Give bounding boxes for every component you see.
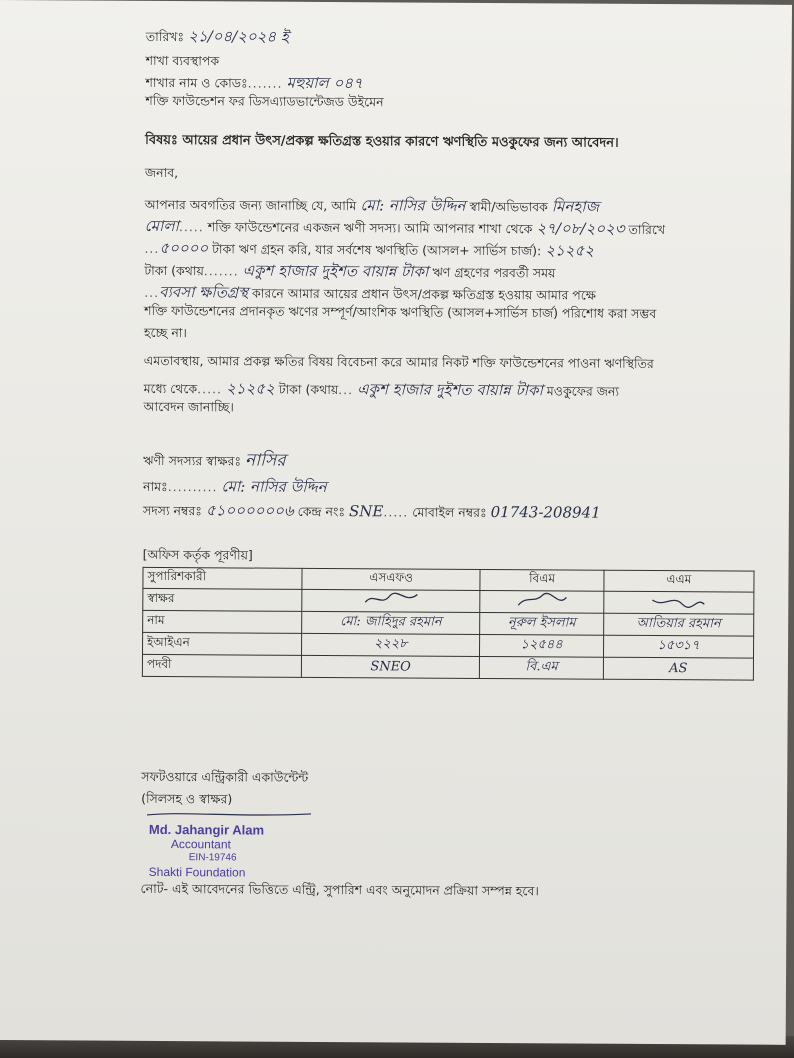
stamp-ein: EIN-19746: [188, 852, 237, 864]
waiver-amount-words: একুশ হাজার দুইশত বায়ান্ন টাকা: [357, 380, 543, 400]
table-cell: স্বাক্ষর: [143, 588, 302, 611]
center-number: SNE: [349, 502, 384, 521]
body-text: কারনে আমার আয়ের প্রধান উৎস/প্রকল্প ক্ষতিগ্রস্ত হওয়ায় আমার পক্ষে: [252, 285, 597, 303]
loan-amount: ৫০০০০: [159, 238, 209, 258]
body-text: মওকুফের জন্য: [546, 383, 620, 399]
outstanding-amount: ২১২৫২: [545, 241, 595, 260]
body-line-2: মোলা..... শক্তি ফাউন্ডেশনের একজন ঋণী সদস্য। আমি আপনার শাখা থেকে ২৭/০৮/২০২৩ তারিখে: [144, 216, 666, 238]
table-cell: ১৫৩১৭: [603, 635, 753, 658]
table-cell: ইআইএন: [143, 632, 302, 655]
table-cell: SNEO: [301, 655, 479, 678]
salutation: জনাব,: [144, 164, 179, 181]
table-cell: মো: জাহিদুর রহমান: [302, 611, 480, 634]
table-cell: এসএফও: [302, 568, 480, 590]
addressee: শাখা ব্যবস্থাপক: [145, 52, 220, 69]
table-row: [142, 654, 753, 680]
table-cell: এএম: [604, 570, 754, 592]
table-cell: ১২৫৪৪: [480, 634, 604, 657]
table-cell: বি.এম: [480, 656, 604, 679]
body-text: টাকা (কথায়: [278, 381, 339, 398]
accountant-signature-line: [145, 807, 315, 820]
body-line-5: ...ব্যবসা ক্ষতিগ্রস্থ কারনে আমার আয়ের প্রধান উৎস/প্রকল্প ক্ষতিগ্রস্ত হওয়ায় আমার পক্ষে: [144, 282, 597, 303]
body-line-6: শক্তি ফাউন্ডেশনের প্রদানকৃত ঋণের সম্পূর্ণ/আংশিক ঋণস্থিতি (আসল+সার্ভিস চার্জ) পরিশোধ করা সম্ভব: [144, 302, 657, 322]
branch-label: শাখার নাম ও কোডঃ: [145, 74, 248, 91]
footer-note: নোট- এই আবেদনের ভিত্তিতে এন্ট্রি, সুপারিশ এবং অনুমোদন প্রক্রিয়া সম্পন্ন হবে।: [140, 880, 539, 899]
waiver-amount: ২১২৫২: [225, 379, 275, 398]
branch-value: মহুয়াল ০৪৭: [286, 73, 363, 93]
amount-in-words: একুশ হাজার দুইশত বায়ান্ন টাকা: [242, 261, 429, 281]
member-id: ৫১০০০০০০৬: [205, 501, 294, 520]
body-text: টাকা (কথায়: [144, 262, 204, 279]
subject-line: বিষয়ঃ আয়ের প্রধান উৎস/প্রকল্প ক্ষতিগ্রস্ত হওয়ার কারণে ঋণস্থিতি মওকুফের জন্য আবেদন।: [145, 132, 619, 151]
signature-scribble: [480, 590, 604, 613]
signature-scribble: [302, 589, 480, 612]
accountant-label: সফটওয়ারে এন্ট্রিকারী একাউন্টেন্ট: [141, 768, 309, 785]
table-cell: পদবী: [142, 654, 301, 677]
loan-date: ২৭/০৮/২০২৩: [536, 219, 625, 238]
mobile-number: 01743-208941: [490, 503, 601, 522]
body-line-9: মধ্যে থেকে..... ২১২৫২ টাকা (কথায়... একুশ হাজার দুইশত বায়ান্ন টাকা মওকুফের জন্য: [143, 379, 620, 400]
body-text: তারিখে: [628, 221, 666, 238]
table-cell: নূরুল ইসলাম: [480, 612, 604, 635]
date-label: তারিখঃ: [145, 28, 185, 45]
body-text: আপনার অবগতির জন্য জানাচ্ছি যে, আমি: [144, 196, 357, 214]
member-name-line: নামঃ.......... মো: নাসির উদ্দিন: [142, 477, 327, 497]
accountant-stamp: [149, 823, 264, 880]
loss-reason: ব্যবসা ক্ষতিগ্রস্থ: [159, 282, 249, 302]
body-text: মধ্যে থেকে: [143, 380, 198, 397]
body-line-10: আবেদন জানাচ্ছি।: [143, 398, 234, 415]
member-id-line: সদস্য নম্বরঃ ৫১০০০০০০৬ কেন্দ্র নংঃ SNE..... মোবাইল নম্বরঃ 01743-208941: [142, 501, 601, 522]
mobile-label: মোবাইল নম্বরঃ: [412, 504, 487, 520]
member-signature-line: [143, 447, 286, 476]
organization-line: শক্তি ফাউন্ডেশন ফর ডিসএ্যাডভান্টেজড উইমেন: [145, 92, 384, 110]
member-name: মো: নাসির উদ্দিন: [221, 477, 327, 497]
table-cell: আতিয়ার রহমান: [603, 613, 753, 636]
guardian-name: মিনহাজ: [551, 197, 600, 216]
office-section-heading: [অফিস কর্তৃক পূরণীয়]: [142, 546, 253, 563]
body-line-7: হচ্ছে না।: [143, 324, 187, 341]
branch-line: শাখার নাম ও কোডঃ....... মহুয়াল ০৪৭: [145, 73, 363, 93]
table-cell: নাম: [143, 610, 302, 633]
signature-scribble: [604, 591, 754, 614]
applicant-name: মো: নাসির উদ্দিন: [360, 196, 466, 215]
body-text: টাকা ঋণ গ্রহন করি, যার সর্বশেষ ঋণস্থিতি (আসল+ সার্ভিস চার্জ):: [212, 241, 542, 259]
table-cell: ২২২৮: [302, 633, 480, 656]
table-cell: সুপারিশকারী: [143, 567, 302, 589]
member-signature-label: ঋণী সদস্যর স্বাক্ষরঃ: [143, 452, 242, 469]
accountant-seal-label: (সিলসহ ও স্বাক্ষর): [141, 790, 233, 807]
center-label: কেন্দ্র নংঃ: [297, 503, 346, 520]
body-line-8: এমতাবস্থায়, আমার প্রকল্প ক্ষতির বিষয় বিবেচনা করে আমার নিকট শক্তি ফাউন্ডেশনের পাওনা ঋণস্থিতির: [143, 352, 654, 372]
body-line-4: টাকা (কথায়....... একুশ হাজার দুইশত বায়ান্ন টাকা ঋণ গ্রহণের পরবর্তী সময়: [144, 261, 556, 281]
member-id-label: সদস্য নম্বরঃ: [142, 502, 202, 519]
body-line-3: ...৫০০০০ টাকা ঋণ গ্রহন করি, যার সর্বশেষ ঋণস্থিতি (আসল+ সার্ভিস চার্জ): ২১২৫২: [144, 238, 595, 260]
stamp-name: Md. Jahangir Alam: [148, 821, 265, 838]
stamp-title: Accountant: [170, 837, 231, 852]
office-table: [142, 567, 755, 681]
date-line: [146, 25, 289, 51]
guardian-name-cont: মোলা: [144, 216, 179, 236]
table-cell: AS: [603, 657, 753, 680]
stamp-organization: Shakti Foundation: [148, 864, 246, 880]
member-name-label: নামঃ: [142, 478, 168, 495]
body-text: শক্তি ফাউন্ডেশনের একজন ঋণী সদস্য। আমি আপনার শাখা থেকে: [207, 219, 533, 237]
member-signature: নাসির: [245, 450, 286, 471]
body-text: স্বামী/অভিভাবক: [469, 198, 548, 215]
body-text: ঋণ গ্রহণের পরবর্তী সময়: [432, 264, 556, 281]
date-value: ২১/০৪/২০২৪ ই: [188, 27, 289, 46]
table-cell: বিএম: [480, 569, 604, 591]
